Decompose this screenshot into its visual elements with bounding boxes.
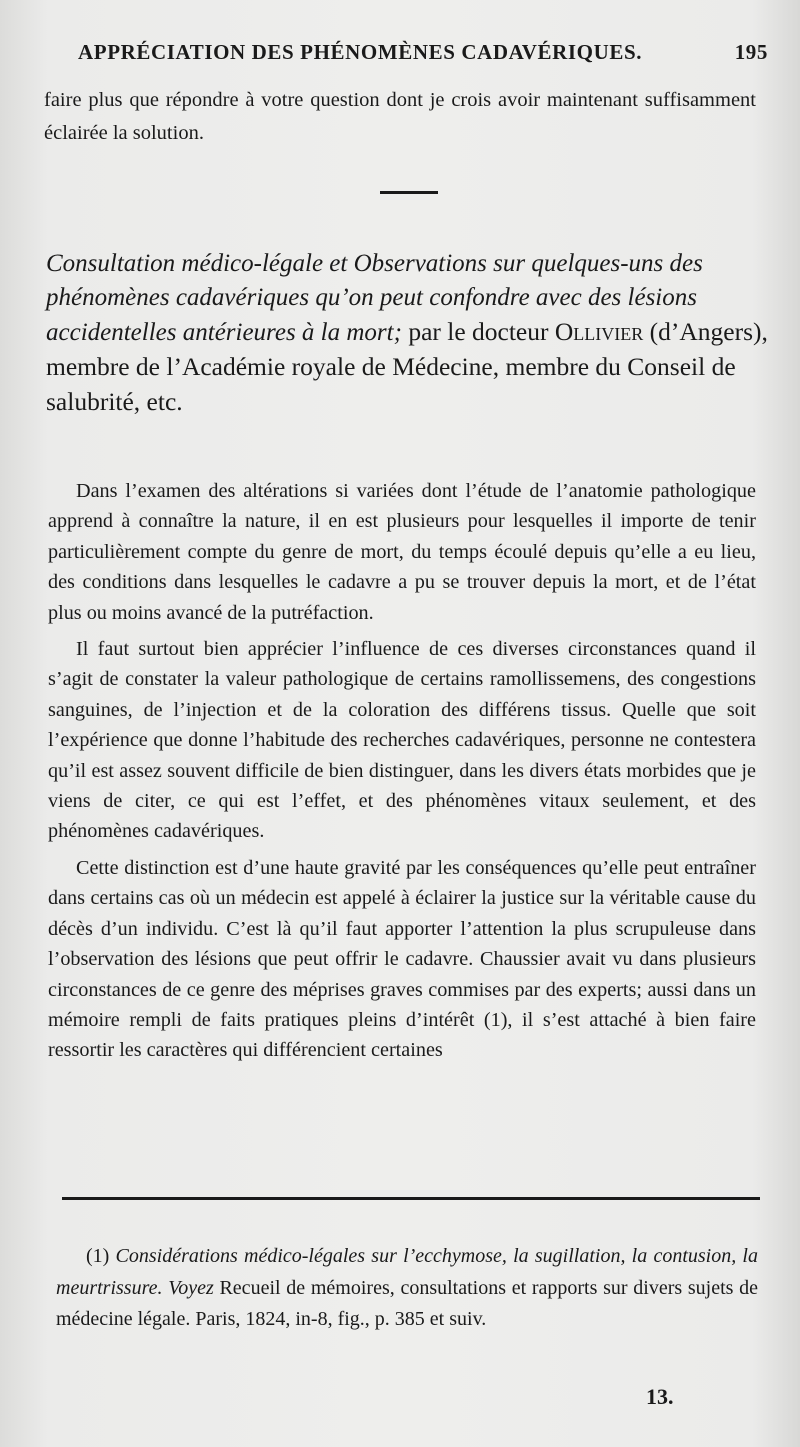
- footnote-rule: [62, 1197, 760, 1200]
- paragraph: Cette distinction est d’une haute gravité par les conséquences qu’elle peut entraîner dans certains cas où un médecin est appelé à éclairer la justice sur la véritable cause du décès d’un individu. C’est là qu’il faut apporter l’attention la plus scrupuleuse dans l’observation des lésions que peut offrir le cadavre. Chaussier avait vu dans plusieurs circonstances de ce genre des méprises graves commises par des experts; aussi dans un mémoire rempli de faits pratiques pleins d’intérêt (1), il s’est attaché à bien faire ressortir les caractères qui différencient certaines: [48, 856, 756, 1062]
- paragraph: Dans l’examen des altérations si variées dont l’étude de l’anatomie pathologique apprend à connaître la nature, il en est plusieurs pour lesquelles il importe de tenir particulièrement compte du genre de mort, du temps écoulé depuis qu’elle a eu lieu, des conditions dans lesquelles le cadavre a pu se trouver depuis la mort, et de l’état plus ou moins avancé de la putréfaction.: [48, 480, 756, 624]
- author-affiliation: (d’Angers), membre de l’Académie royale de Médecine, membre du Conseil de salubrité, etc.: [46, 317, 768, 416]
- running-head-title: APPRÉCIATION DES PHÉNOMÈNES CADAVÉRIQUES.: [78, 40, 643, 64]
- article-heading: [46, 247, 768, 420]
- section-divider: [380, 191, 438, 194]
- article-by: par le docteur: [401, 317, 555, 346]
- author-name: Ollivier: [554, 317, 644, 346]
- article-body: [48, 476, 756, 1072]
- footnote-italic: Considérations médico-légales sur l’ecchymose, la sugillation, la contusion, la meurtrissure. Voyez: [56, 1245, 758, 1299]
- page-number: 195: [734, 40, 768, 64]
- paragraph: Il faut surtout bien apprécier l’influence de ces diverses circonstances quand il s’agit de constater la valeur pathologique de certains ramollissemens, des congestions sanguines, de l’injection et de la coloration des différens tissus. Quelle que soit l’expérience que donne l’habitude des recherches cadavériques, personne ne contestera qu’il est assez souvent difficile de bien distinguer, dans les divers états morbides que je viens de citer, ce qui est l’effet, et des phénomènes vitaux seulement, et des phénomènes cadavériques.: [48, 638, 756, 843]
- footnote-marker: (1): [86, 1245, 110, 1267]
- running-head: [78, 40, 768, 65]
- footnote: [56, 1241, 758, 1336]
- footnote-roman: Recueil de mémoires, consultations et rapports sur divers sujets de médecine légale. Paris, 1824, in-8, fig., p. 385 et suiv.: [56, 1276, 758, 1330]
- carryover-paragraph: faire plus que répondre à votre question dont je crois avoir maintenant suffisamment éclairée la solution.: [44, 89, 756, 144]
- signature-mark: 13.: [646, 1384, 674, 1409]
- article-title: Consultation médico-légale et Observations sur quelques-uns des phénomènes cadavériques qu’on peut confondre avec des lésions accidentelles antérieures à la mort;: [46, 250, 703, 346]
